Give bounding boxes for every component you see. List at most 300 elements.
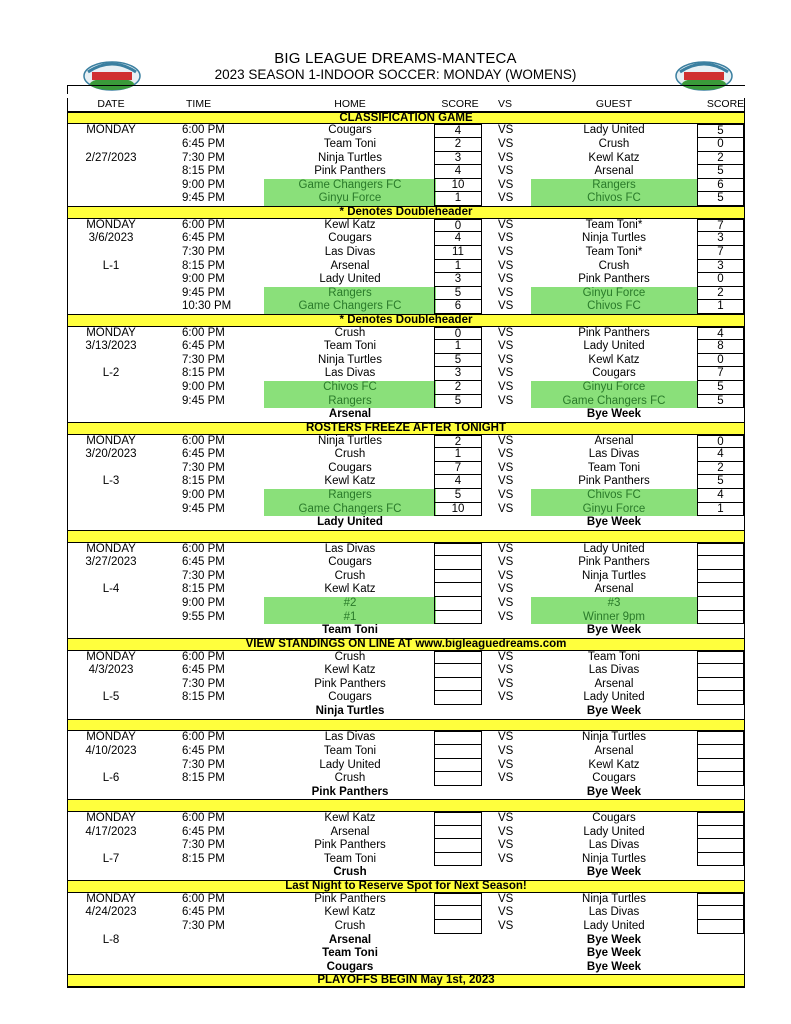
home-team: Pink Panthers: [314, 677, 386, 690]
guest-team: Ninja Turtles: [582, 892, 646, 905]
game-time: 9:00 PM: [182, 489, 225, 502]
game-time: [182, 624, 262, 638]
home-score: 1: [434, 448, 482, 462]
game-time: 7:30 PM: [182, 245, 225, 258]
vs-label: VS: [498, 569, 514, 582]
game-date: [68, 489, 154, 503]
guest-team: Chivos FC: [531, 489, 697, 503]
playoffs-banner: PLAYOFFS BEGIN May 1st, 2023: [68, 974, 744, 987]
game-date: [68, 786, 154, 800]
game-time: 6:45 PM: [182, 232, 225, 245]
guest-score: [697, 853, 744, 867]
game-date: 3/6/2023: [88, 232, 134, 245]
home-team: Pink Panthers: [314, 892, 386, 905]
home-team: Crush: [334, 569, 366, 582]
game-date: 3/27/2023: [85, 556, 137, 569]
home-score: [434, 920, 482, 934]
game-time: 7:30 PM: [182, 353, 225, 366]
game-row: [68, 866, 744, 880]
game-date: 4/17/2023: [85, 825, 137, 838]
home-team: Crush: [334, 772, 366, 785]
bye-team: Arsenal: [328, 408, 372, 421]
game-time: 7:30 PM: [182, 920, 225, 933]
game-date: 4/3/2023: [88, 664, 134, 677]
guest-team: Game Changers FC: [531, 395, 697, 409]
vs-label: [498, 866, 520, 880]
home-team: Kewl Katz: [324, 218, 376, 231]
game-row: [68, 435, 744, 449]
game-time: [182, 866, 262, 880]
game-time: [182, 786, 262, 800]
game-date: 4/24/2023: [85, 906, 137, 919]
guest-team: Lady United: [583, 542, 645, 555]
vs-label: VS: [498, 825, 514, 838]
bye-week-label: Bye Week: [586, 960, 642, 973]
guest-score: 2: [697, 152, 744, 166]
game-time: 7:30 PM: [182, 839, 225, 852]
week-banner: Last Night to Reserve Spot for Next Season!: [68, 880, 744, 893]
header-time: TIME: [186, 98, 212, 110]
home-score: [434, 705, 482, 719]
home-score: [434, 947, 482, 961]
vs-label: VS: [498, 906, 514, 919]
vs-label: VS: [498, 489, 514, 502]
home-score: 0: [434, 327, 482, 341]
vs-label: [498, 934, 520, 948]
game-time: 7:30 PM: [182, 151, 225, 164]
home-score: 4: [434, 165, 482, 179]
home-score: 2: [434, 381, 482, 395]
home-score: [434, 812, 482, 826]
home-score: [434, 624, 482, 638]
guest-team: Team Toni*: [585, 245, 643, 258]
home-score: [434, 866, 482, 880]
guest-team: Lady United: [583, 920, 645, 933]
game-time: 6:00 PM: [182, 542, 225, 555]
guest-team: Ninja Turtles: [582, 569, 646, 582]
game-row: [68, 327, 744, 341]
home-team: Team Toni: [323, 340, 377, 353]
header-score-guest: SCORE: [706, 98, 745, 110]
game-row: [68, 826, 744, 840]
home-team: Las Divas: [324, 245, 376, 258]
guest-team: Ginyu Force: [531, 503, 697, 517]
game-time: 6:00 PM: [182, 731, 225, 744]
game-row: [68, 287, 744, 301]
game-time: 9:45 PM: [182, 192, 225, 205]
game-date: [68, 246, 154, 260]
bye-week-label: Bye Week: [586, 408, 642, 421]
home-team: Rangers: [264, 489, 436, 503]
guest-team: Pink Panthers: [578, 475, 650, 488]
guest-team: Ninja Turtles: [582, 852, 646, 865]
guest-score: [697, 947, 744, 961]
vs-label: VS: [498, 367, 514, 380]
guest-score: [697, 664, 744, 678]
vs-label: VS: [498, 151, 514, 164]
game-time: 6:45 PM: [182, 448, 225, 461]
guest-score: 5: [697, 381, 744, 395]
game-date: [68, 866, 154, 880]
home-score: 5: [434, 287, 482, 301]
game-row: [68, 543, 744, 557]
game-date: L-7: [102, 852, 120, 865]
guest-team: Ginyu Force: [531, 381, 697, 395]
vs-label: VS: [498, 259, 514, 272]
guest-score: 4: [697, 327, 744, 341]
game-time: 8:15 PM: [182, 852, 225, 865]
home-score: [434, 651, 482, 665]
game-row: [68, 920, 744, 934]
vs-label: VS: [498, 677, 514, 690]
guest-score: [697, 408, 744, 422]
vs-label: VS: [498, 165, 514, 178]
guest-score: [697, 786, 744, 800]
game-date: [68, 624, 154, 638]
home-score: [434, 556, 482, 570]
guest-team: Team Toni: [587, 461, 641, 474]
game-date: L-2: [102, 367, 120, 380]
home-team: Rangers: [264, 395, 436, 409]
home-score: 4: [434, 475, 482, 489]
game-time: [182, 961, 262, 975]
vs-label: VS: [498, 744, 514, 757]
game-time: 9:45 PM: [182, 502, 225, 515]
guest-score: [697, 516, 744, 530]
vs-label: VS: [498, 596, 514, 609]
guest-team: Kewl Katz: [588, 353, 640, 366]
game-time: 9:00 PM: [182, 381, 225, 394]
guest-score: [697, 934, 744, 948]
home-team: Team Toni: [323, 852, 377, 865]
home-score: [434, 826, 482, 840]
guest-score: [697, 826, 744, 840]
game-date: [68, 839, 154, 853]
home-score: 3: [434, 367, 482, 381]
bye-week-label: Bye Week: [586, 704, 642, 717]
game-time: 7:30 PM: [182, 569, 225, 582]
bye-team: Arsenal: [328, 933, 372, 946]
game-row: [68, 273, 744, 287]
vs-label: VS: [498, 920, 514, 933]
game-row: [68, 367, 744, 381]
game-row: [68, 812, 744, 826]
game-row: [68, 138, 744, 152]
game-date: [68, 611, 154, 625]
vs-label: VS: [498, 192, 514, 205]
week-banner: [68, 719, 744, 732]
game-date: [68, 759, 154, 773]
game-date: [68, 920, 154, 934]
home-team: Kewl Katz: [324, 812, 376, 825]
game-date: [68, 273, 154, 287]
guest-team: Ginyu Force: [531, 287, 697, 301]
guest-team: Team Toni: [587, 650, 641, 663]
guest-score: [697, 772, 744, 786]
guest-team: Las Divas: [588, 448, 640, 461]
vs-label: VS: [498, 892, 514, 905]
home-score: 7: [434, 462, 482, 476]
game-row: [68, 624, 744, 638]
home-score: 11: [434, 246, 482, 260]
home-score: [434, 786, 482, 800]
game-date: MONDAY: [86, 326, 136, 339]
vs-label: VS: [498, 812, 514, 825]
guest-team: Pink Panthers: [578, 273, 650, 286]
vs-label: VS: [498, 502, 514, 515]
vs-label: VS: [498, 691, 514, 704]
game-date: MONDAY: [86, 218, 136, 231]
home-score: 1: [434, 192, 482, 206]
game-row: [68, 448, 744, 462]
game-date: [68, 597, 154, 611]
home-score: [434, 731, 482, 745]
game-date: [68, 678, 154, 692]
week-banner: ROSTERS FREEZE AFTER TONIGHT: [68, 422, 744, 435]
guest-score: [697, 624, 744, 638]
home-team: Cougars: [328, 556, 372, 569]
home-team: Cougars: [328, 691, 372, 704]
guest-score: 7: [697, 219, 744, 233]
week-banner: CLASSIFICATION GAME: [68, 112, 744, 125]
header-bracket: [67, 85, 745, 94]
guest-score: [697, 961, 744, 975]
home-score: [434, 839, 482, 853]
header-vs: VS: [498, 98, 513, 110]
home-score: [434, 745, 482, 759]
game-date: [68, 165, 154, 179]
home-team: Arsenal: [330, 259, 370, 272]
game-time: 6:45 PM: [182, 664, 225, 677]
game-date: [68, 300, 154, 314]
home-team: Game Changers FC: [264, 503, 436, 517]
game-row: [68, 260, 744, 274]
bye-team: Pink Panthers: [311, 785, 389, 798]
game-time: 6:45 PM: [182, 556, 225, 569]
header-date: DATE: [97, 98, 125, 110]
home-score: [434, 597, 482, 611]
home-score: [434, 759, 482, 773]
game-row: [68, 219, 744, 233]
game-time: [182, 934, 262, 948]
guest-team: Team Toni*: [585, 218, 643, 231]
home-score: [434, 906, 482, 920]
game-time: 8:15 PM: [182, 772, 225, 785]
vs-label: VS: [498, 340, 514, 353]
game-date: [68, 516, 154, 530]
game-time: 6:00 PM: [182, 124, 225, 137]
home-team: Ninja Turtles: [318, 434, 382, 447]
guest-score: 0: [697, 273, 744, 287]
guest-team: Las Divas: [588, 664, 640, 677]
home-score: [434, 893, 482, 907]
game-row: [68, 300, 744, 314]
vs-label: VS: [498, 839, 514, 852]
home-team: Lady United: [319, 758, 381, 771]
bye-team: Crush: [333, 866, 367, 879]
game-row: [68, 759, 744, 773]
bye-team: Cougars: [326, 960, 374, 973]
guest-score: [697, 543, 744, 557]
home-score: 3: [434, 273, 482, 287]
vs-label: VS: [498, 300, 514, 313]
home-score: [434, 664, 482, 678]
game-time: [182, 516, 262, 530]
guest-team: Kewl Katz: [588, 151, 640, 164]
vs-label: [498, 408, 520, 422]
guest-team: Lady United: [583, 340, 645, 353]
home-score: 5: [434, 354, 482, 368]
guest-score: 4: [697, 448, 744, 462]
home-score: [434, 772, 482, 786]
game-time: 6:45 PM: [182, 744, 225, 757]
game-date: [68, 503, 154, 517]
home-score: [434, 570, 482, 584]
game-date: [68, 961, 154, 975]
game-date: 3/13/2023: [85, 340, 137, 353]
game-time: 7:30 PM: [182, 677, 225, 690]
home-team: Las Divas: [324, 367, 376, 380]
game-date: L-6: [102, 772, 120, 785]
game-time: [182, 947, 262, 961]
bye-team: Team Toni: [322, 947, 378, 960]
home-team: Kewl Katz: [324, 475, 376, 488]
game-date: [68, 287, 154, 301]
home-team: Pink Panthers: [314, 165, 386, 178]
home-team: Ninja Turtles: [318, 353, 382, 366]
guest-score: 3: [697, 232, 744, 246]
vs-label: VS: [498, 583, 514, 596]
game-row: [68, 381, 744, 395]
home-score: 1: [434, 260, 482, 274]
game-row: [68, 152, 744, 166]
home-team: #1: [264, 611, 436, 625]
game-date: [68, 179, 154, 193]
game-time: 6:45 PM: [182, 340, 225, 353]
guest-score: [697, 691, 744, 705]
game-time: 6:00 PM: [182, 434, 225, 447]
game-date: [68, 192, 154, 206]
game-date: L-5: [102, 691, 120, 704]
guest-team: Ninja Turtles: [582, 731, 646, 744]
week-banner: VIEW STANDINGS ON LINE AT www.bigleaguedreams.com: [68, 638, 744, 651]
game-date: L-3: [102, 475, 120, 488]
game-time: 8:15 PM: [182, 583, 225, 596]
guest-score: [697, 678, 744, 692]
guest-score: 5: [697, 124, 744, 138]
game-time: 6:45 PM: [182, 137, 225, 150]
vs-label: [498, 947, 520, 961]
game-date: [68, 354, 154, 368]
guest-score: [697, 906, 744, 920]
home-team: Ginyu Force: [264, 192, 436, 206]
vs-label: VS: [498, 610, 514, 623]
guest-team: Cougars: [592, 367, 636, 380]
guest-team: Las Divas: [588, 839, 640, 852]
guest-score: [697, 759, 744, 773]
home-score: 5: [434, 489, 482, 503]
vs-label: [498, 961, 520, 975]
game-date: 2/27/2023: [85, 151, 137, 164]
bye-week-label: Bye Week: [586, 866, 642, 879]
game-row: [68, 192, 744, 206]
game-row: [68, 124, 744, 138]
bye-week-label: Bye Week: [586, 933, 642, 946]
guest-team: Arsenal: [594, 744, 634, 757]
game-row: [68, 651, 744, 665]
home-team: Game Changers FC: [264, 179, 436, 193]
game-time: 6:00 PM: [182, 650, 225, 663]
home-score: 10: [434, 503, 482, 517]
guest-score: 5: [697, 192, 744, 206]
bye-team: Team Toni: [322, 624, 378, 637]
guest-team: Kewl Katz: [588, 758, 640, 771]
game-row: [68, 395, 744, 409]
week-banner: * Denotes Doubleheader: [68, 314, 744, 327]
game-row: [68, 853, 744, 867]
home-team: Kewl Katz: [324, 583, 376, 596]
game-row: [68, 354, 744, 368]
game-time: 7:30 PM: [182, 461, 225, 474]
vs-label: VS: [498, 178, 514, 191]
guest-score: [697, 731, 744, 745]
guest-score: [697, 583, 744, 597]
game-row: [68, 611, 744, 625]
guest-score: [697, 745, 744, 759]
game-time: 8:15 PM: [182, 165, 225, 178]
vs-label: VS: [498, 232, 514, 245]
home-team: Las Divas: [324, 731, 376, 744]
guest-score: 4: [697, 489, 744, 503]
guest-score: 2: [697, 462, 744, 476]
guest-team: Pink Panthers: [578, 556, 650, 569]
game-time: 9:45 PM: [182, 286, 225, 299]
home-score: 5: [434, 395, 482, 409]
game-date: L-1: [102, 259, 120, 272]
guest-score: [697, 556, 744, 570]
game-date: 3/20/2023: [85, 448, 137, 461]
home-score: [434, 678, 482, 692]
game-row: [68, 246, 744, 260]
game-time: 6:45 PM: [182, 906, 225, 919]
game-date: [68, 705, 154, 719]
game-row: [68, 947, 744, 961]
home-team: Team Toni: [323, 137, 377, 150]
week-banner: [68, 530, 744, 543]
game-time: [182, 705, 262, 719]
home-score: 2: [434, 138, 482, 152]
game-date: [68, 381, 154, 395]
game-row: [68, 745, 744, 759]
vs-label: VS: [498, 448, 514, 461]
game-date: [68, 570, 154, 584]
schedule-table: [67, 98, 745, 988]
game-row: [68, 232, 744, 246]
game-row: [68, 570, 744, 584]
guest-score: 3: [697, 260, 744, 274]
home-team: Ninja Turtles: [318, 151, 382, 164]
home-score: 4: [434, 124, 482, 138]
guest-team: #3: [531, 597, 697, 611]
home-team: #2: [264, 597, 436, 611]
bye-team: Ninja Turtles: [315, 704, 385, 717]
bye-week-label: Bye Week: [586, 947, 642, 960]
home-team: Kewl Katz: [324, 664, 376, 677]
game-date: MONDAY: [86, 892, 136, 905]
game-row: [68, 772, 744, 786]
vs-label: VS: [498, 556, 514, 569]
home-score: [434, 961, 482, 975]
